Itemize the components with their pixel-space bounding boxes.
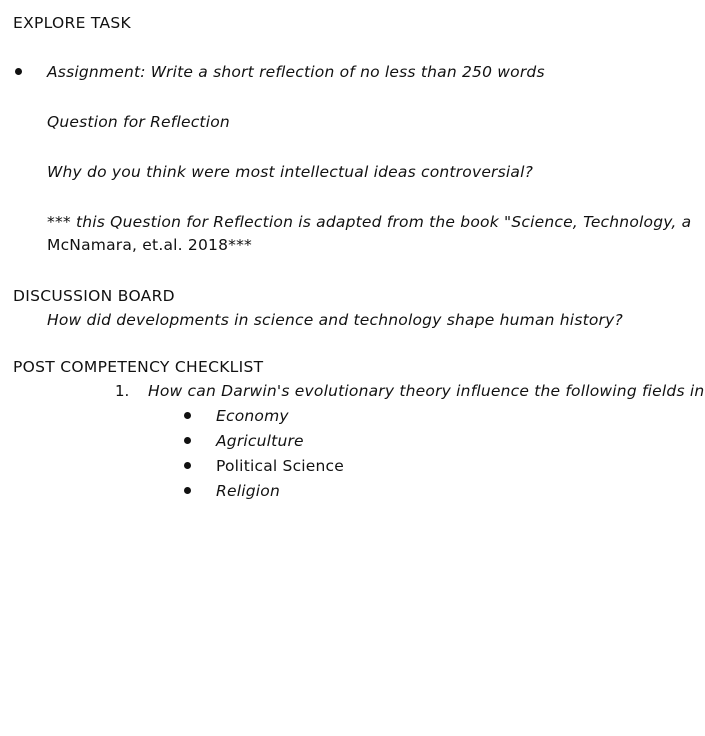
list-item-agriculture: Agriculture: [216, 432, 304, 450]
list-item-economy: Economy: [216, 407, 289, 425]
explore-task-heading: EXPLORE TASK: [13, 14, 132, 32]
list-number: 1.: [115, 382, 130, 400]
source-note-line-1: *** this Question for Reflection is adapted from the book "Science, Technology, a: [47, 213, 692, 231]
list-item-religion: Religion: [216, 482, 280, 500]
post-competency-heading: POST COMPETENCY CHECKLIST: [13, 358, 264, 376]
bullet-icon: [184, 487, 191, 494]
assignment-text: Assignment: Write a short reflection of no less than 250 words: [47, 63, 545, 81]
bullet-icon: [184, 462, 191, 469]
source-note-line-2: McNamara, et.al. 2018***: [47, 236, 253, 254]
discussion-question: How did developments in science and technology shape human history?: [47, 311, 623, 329]
bullet-icon: [15, 68, 22, 75]
list-item-political-science: Political Science: [216, 457, 345, 475]
question-for-reflection-label: Question for Reflection: [47, 113, 230, 131]
bullet-icon: [184, 437, 191, 444]
bullet-icon: [184, 412, 191, 419]
reflection-question: Why do you think were most intellectual ideas controversial?: [47, 163, 534, 181]
checklist-question: How can Darwin's evolutionary theory influence the following fields in: [148, 382, 705, 400]
discussion-board-heading: DISCUSSION BOARD: [13, 287, 175, 305]
